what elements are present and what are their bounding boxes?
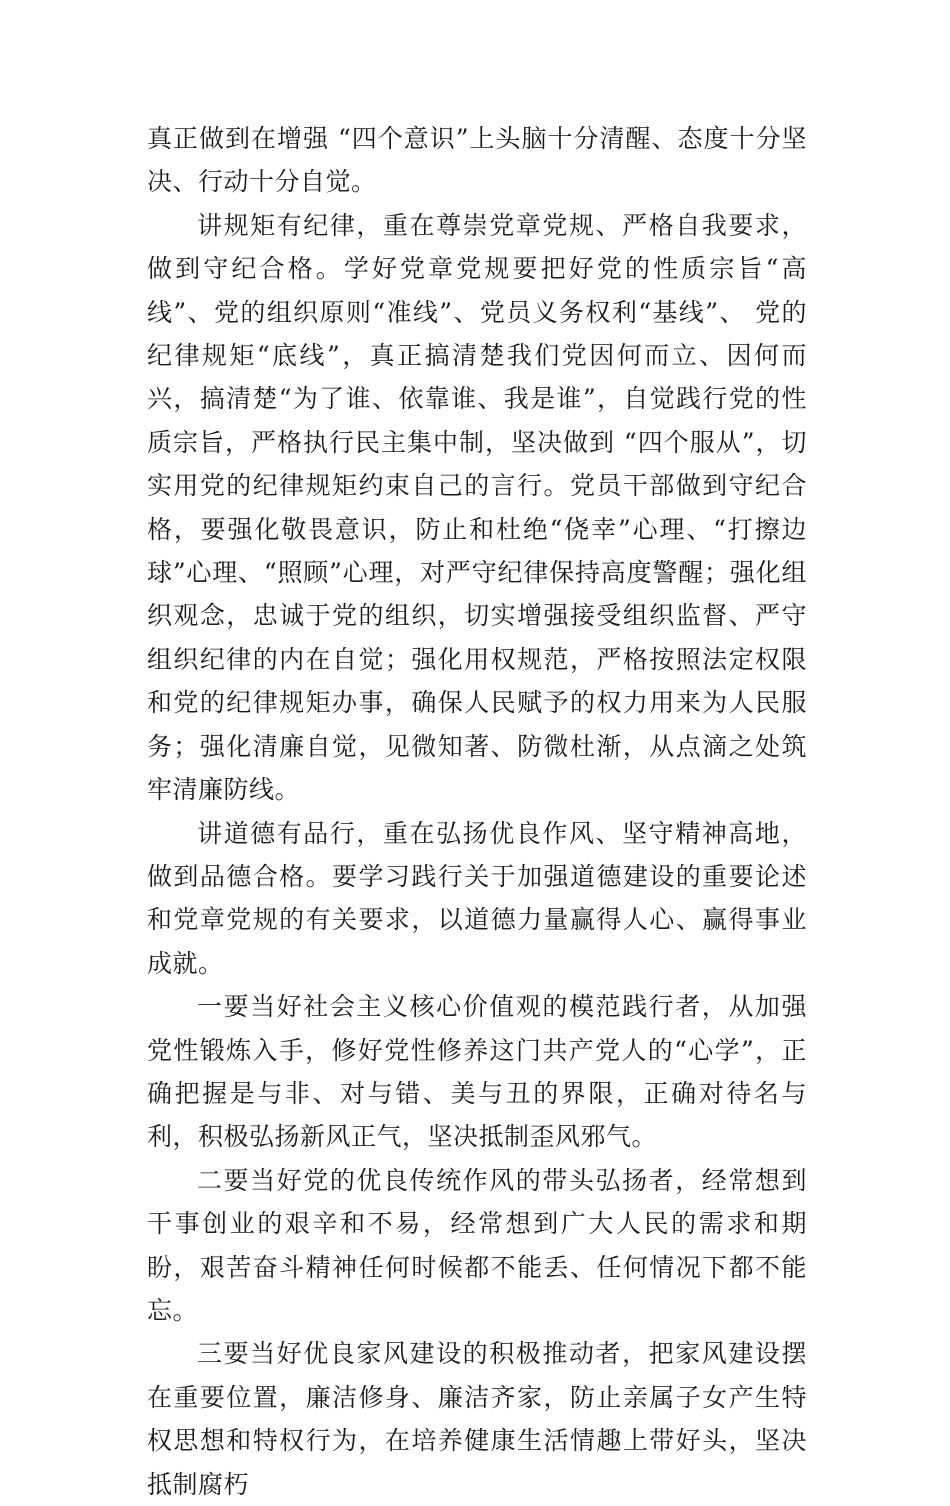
- paragraph-first-requirement: 一要当好社会主义核心价值观的模范践行者，从加强党性锻炼入手，修好党性修养这门共产党人的“心学”，正确把握是与非、对与错、美与丑的界限，正确对待名与利，积极弘扬新风正气，坚决抵制歪风邪气。: [147, 992, 807, 1152]
- paragraph-rules-discipline: 讲规矩有纪律，重在尊崇党章党规、严格自我要求，做到守纪合格。学好党章党规要把好党的性质宗旨“高线”、党的组织原则“准线”、党员义务权利“基线”、 党的纪律规矩“底线”，真正搞清楚我们党因何而立、因何而兴，搞清楚“为了谁、依靠谁、我是谁”，自觉践行党的性质宗旨，严格执行民主集中制，坚决做到 “四个服从”，切实用党的纪律规矩约束自己的言行。党员干部做到守纪合格，要强化敬畏意识，防止和杜绝“侥幸”心理、“打擦边球”心理、“照顾”心理，对严守纪律保持高度警醒；强化组织观念，忠诚于党的组织，切实增强接受组织监督、严守组织纪律的内在自觉；强化用权规范，严格按照法定权限和党的纪律规矩办事，确保人民赋予的权力用来为人民服务；强化清廉自觉，见微知著、防微杜渐，从点滴之处筑牢清廉防线。: [147, 210, 807, 805]
- paragraph-morality-conduct: 讲道德有品行，重在弘扬优良作风、坚守精神高地，做到品德合格。要学习践行关于加强道德建设的重要论述和党章党规的有关要求，以道德力量赢得人心、赢得事业成就。: [147, 818, 807, 978]
- paragraph-second-requirement: 二要当好党的优良传统作风的带头弘扬者，经常想到干事创业的艰辛和不易，经常想到广大人民的需求和期盼，艰苦奋斗精神任何时候都不能丢、任何情况下都不能忘。: [147, 1165, 807, 1325]
- document-body: [147, 117, 807, 1506]
- paragraph-third-requirement: 三要当好优良家风建设的积极推动者，把家风建设摆在重要位置，廉洁修身、廉洁齐家，防止亲属子女产生特权思想和特权行为，在培养健康生活情趣上带好头，坚决抵制腐朽: [147, 1339, 807, 1499]
- paragraph-continuation: 真正做到在增强 “四个意识”上头脑十分清醒、态度十分坚决、行动十分自觉。: [147, 124, 807, 197]
